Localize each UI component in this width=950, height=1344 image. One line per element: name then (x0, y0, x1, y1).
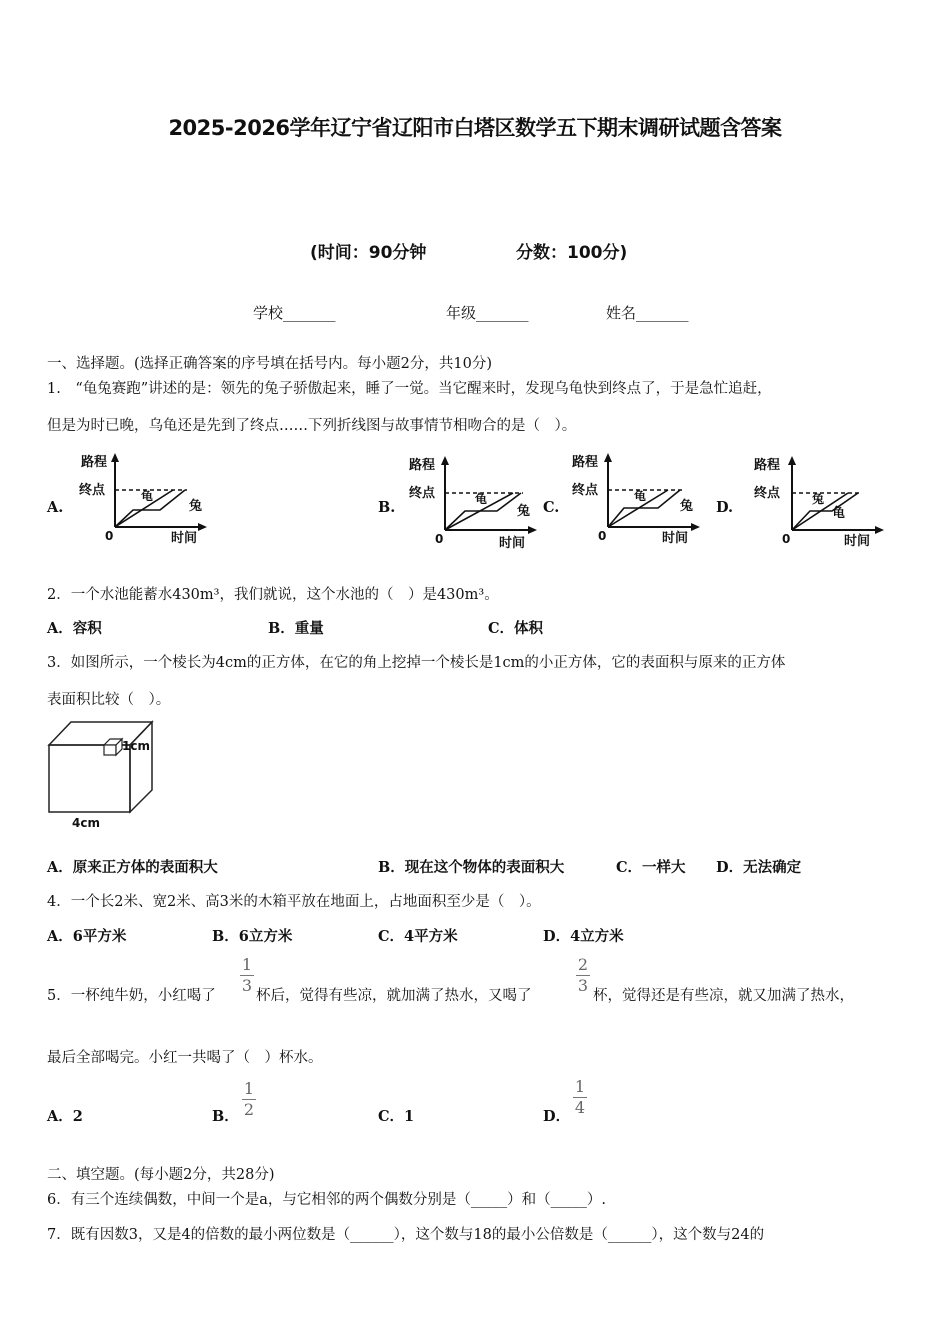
finish-label: 终点 (754, 486, 781, 501)
denominator: 3 (577, 976, 589, 995)
q4-text: 4．一个长2米、宽2米、高3米的木箱平放在地面上，占地面积至少是（ ）。 (47, 894, 541, 910)
grade-field: 年级_______ (446, 304, 529, 322)
q1-option-c: C. (543, 499, 560, 516)
q2-option-b: B．重量 (268, 620, 324, 637)
small-cube-label: 1cm (122, 739, 150, 753)
name-field: 姓名_______ (606, 304, 689, 322)
q5-option-b-fraction (242, 1080, 256, 1119)
q1-option-b: B. (378, 499, 396, 516)
exam-time: (时间：90分钟 (310, 243, 427, 263)
turtle-label: 龟 (832, 506, 846, 521)
q7-text: 7．既有因数3，又是4的倍数的最小两位数是（______），这个数与18的最小公倍数是（______），这个数与24的 (47, 1227, 765, 1243)
q3-option-a: A．原来正方体的表面积大 (47, 859, 218, 876)
q1-graph-c (568, 452, 708, 547)
q5-fraction-1 (240, 956, 254, 995)
q2-option-c: C．体积 (488, 620, 544, 637)
rabbit-label: 兔 (812, 492, 825, 506)
q1-option-a: A. (47, 499, 64, 516)
x-axis-label: 时间 (499, 536, 526, 551)
q1-line1: 1. “龟兔赛跑”讲述的是：领先的兔子骄傲起来，睡了一觉。当它醒来时，发现乌龟快到终点了，于是急忙追赶， (47, 381, 772, 397)
q5-option-c: C．1 (378, 1108, 415, 1125)
page-title: 2025-2026学年辽宁省辽阳市白塔区数学五下期末调研试题含答案 (168, 116, 782, 140)
rabbit-label: 兔 (189, 499, 203, 514)
q3-cube-figure (46, 718, 166, 833)
q3-option-b: B．现在这个物体的表面积大 (378, 859, 565, 876)
numerator: 1 (574, 1077, 586, 1096)
origin-label: 0 (598, 529, 607, 543)
finish-label: 终点 (79, 483, 106, 498)
q2-option-a: A．容积 (47, 620, 102, 637)
q4-option-b: B．6立方米 (212, 928, 293, 945)
q1-option-d: D. (716, 499, 734, 516)
rabbit-label: 兔 (680, 499, 694, 514)
finish-label: 终点 (572, 483, 599, 498)
x-axis-label: 时间 (844, 534, 871, 549)
q5-part1: 5．一杯纯牛奶，小红喝了 (47, 988, 216, 1004)
turtle-label: 龟 (634, 489, 647, 503)
q4-option-c: C．4平方米 (378, 928, 458, 945)
origin-label: 0 (782, 532, 791, 546)
denominator: 4 (574, 1098, 586, 1117)
q5-fraction-2 (576, 956, 590, 995)
section2-heading: 二、填空题。(每小题2分，共28分) (47, 1167, 275, 1183)
big-cube-label: 4cm (72, 816, 100, 830)
q3-line1: 3．如图所示，一个棱长为4cm的正方体，在它的角上挖掉一个棱长是1cm的小正方体，它的表面积与原来的正方体 (47, 655, 786, 671)
denominator: 3 (241, 976, 253, 995)
q3-option-c: C．一样大 (616, 859, 686, 876)
q3-option-d: D．无法确定 (716, 859, 802, 876)
x-axis-label: 时间 (171, 531, 198, 546)
turtle-label: 龟 (141, 489, 154, 503)
q5-option-d: D． (543, 1108, 571, 1125)
q6-text: 6．有三个连续偶数，中间一个是a，与它相邻的两个偶数分别是（_____）和（_____）. (47, 1192, 606, 1208)
denominator: 2 (243, 1100, 255, 1119)
finish-label: 终点 (409, 486, 436, 501)
turtle-label: 龟 (475, 492, 488, 506)
q5-option-d-fraction (573, 1078, 587, 1117)
q1-graph-b (405, 455, 545, 550)
numerator: 2 (577, 955, 589, 974)
origin-label: 0 (435, 532, 444, 546)
origin-label: 0 (105, 529, 114, 543)
q3-line2: 表面积比较（ ）。 (47, 692, 171, 708)
q5-part3: 杯，觉得还是有些凉，就又加满了热水， (593, 988, 854, 1004)
q5-option-b: B． (212, 1108, 239, 1125)
q1-graph-a (75, 452, 215, 547)
x-axis-label: 时间 (662, 531, 689, 546)
q1-graph-d (752, 455, 892, 550)
school-field: 学校_______ (253, 304, 336, 322)
rabbit-label: 兔 (517, 504, 531, 519)
q1-line2: 但是为时已晚，乌龟还是先到了终点……下列折线图与故事情节相吻合的是（ ）。 (47, 418, 577, 434)
y-axis-label: 路程 (81, 455, 108, 470)
y-axis-label: 路程 (409, 458, 436, 473)
numerator: 1 (241, 955, 253, 974)
q5-part2: 杯后，觉得有些凉，就加满了热水，又喝了 (256, 988, 532, 1004)
q5-option-a: A．2 (47, 1108, 83, 1125)
y-axis-label: 路程 (754, 458, 781, 473)
y-axis-label: 路程 (572, 455, 599, 470)
numerator: 1 (243, 1079, 255, 1098)
q4-option-a: A．6平方米 (47, 928, 127, 945)
q4-option-d: D．4立方米 (543, 928, 624, 945)
q5-line2: 最后全部喝完。小红一共喝了（ ）杯水。 (47, 1050, 323, 1066)
section1-heading: 一、选择题。(选择正确答案的序号填在括号内。每小题2分，共10分) (47, 356, 492, 372)
q2-text: 2．一个水池能蓄水430m³，我们就说，这个水池的（ ）是430m³。 (47, 587, 499, 603)
exam-score: 分数：100分) (516, 243, 628, 263)
